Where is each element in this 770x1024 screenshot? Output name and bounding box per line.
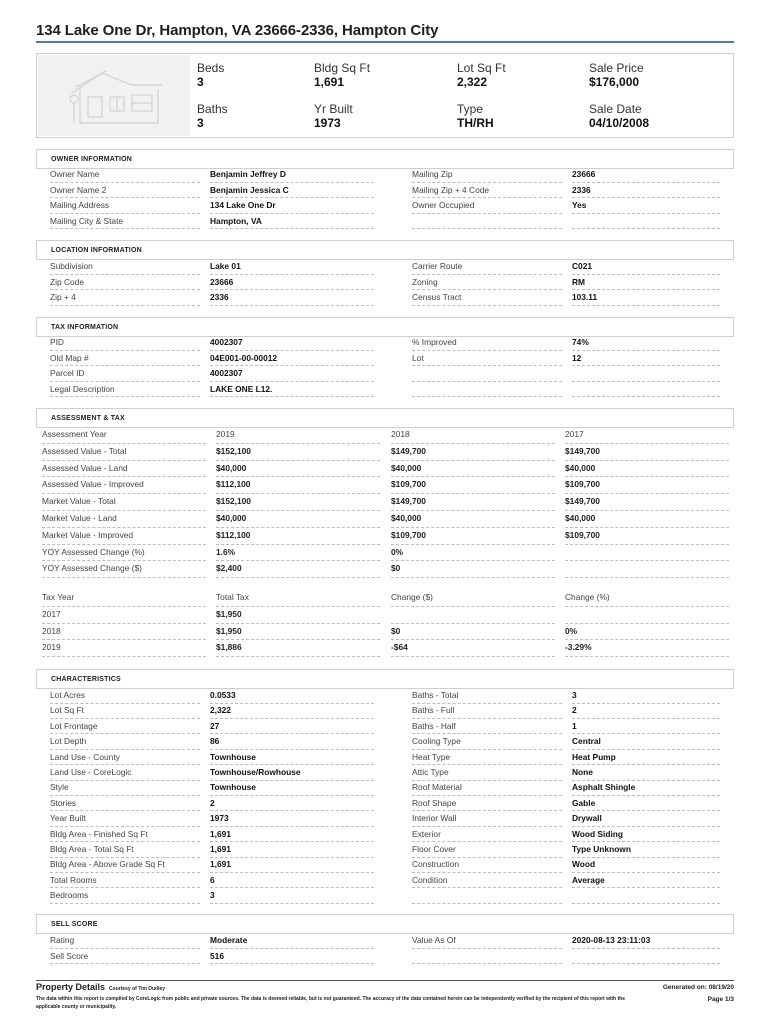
- summary-stat: [589, 61, 644, 90]
- page-title: 134 Lake One Dr, Hampton, VA 23666-2336, Hampton City: [36, 22, 439, 39]
- field-label: Bldg Area - Above Grade Sq Ft: [50, 857, 200, 873]
- section-location-heading: LOCATION INFORMATION: [36, 240, 734, 260]
- field-value: Market Value - Improved: [42, 528, 206, 545]
- field-value: [572, 888, 720, 904]
- summary-stat: [314, 61, 370, 90]
- field-value: 23666: [210, 275, 374, 291]
- field-value: YOY Assessed Change (%): [42, 545, 206, 562]
- field-value: Hampton, VA: [210, 214, 374, 230]
- field-label: Exterior: [412, 827, 562, 843]
- field-label: Style: [50, 780, 200, 796]
- field-value: 2: [210, 796, 374, 812]
- table-row: [36, 873, 734, 889]
- table-row: [36, 528, 734, 545]
- table-row: [36, 796, 734, 812]
- field-value: [572, 366, 720, 382]
- field-label: Bldg Area - Finished Sq Ft: [50, 827, 200, 843]
- field-label: [412, 382, 562, 398]
- table-row: [36, 780, 734, 796]
- field-label: [412, 949, 562, 965]
- summary-stat-value: 3: [197, 75, 204, 89]
- field-value: $40,000: [391, 511, 555, 528]
- field-value: 27: [210, 719, 374, 735]
- field-label: Year Built: [50, 811, 200, 827]
- field-label: Cooling Type: [412, 734, 562, 750]
- table-row: [36, 259, 734, 275]
- field-value: $149,700: [565, 444, 729, 461]
- field-value: 1: [572, 719, 720, 735]
- field-value: 2017: [42, 607, 206, 624]
- summary-stat: [314, 102, 353, 131]
- field-value: 2,322: [210, 703, 374, 719]
- field-value: $109,700: [565, 528, 729, 545]
- summary-stat-value: 1,691: [314, 75, 345, 89]
- table-row: [36, 607, 734, 624]
- footer-divider: [36, 980, 734, 981]
- field-label: Sell Score: [50, 949, 200, 965]
- house-photo-placeholder: [38, 55, 190, 136]
- field-value: [572, 382, 720, 398]
- summary-stat-label: Beds: [197, 61, 225, 75]
- field-value: 2020-08-13 23:11:03: [572, 933, 720, 949]
- field-label: [412, 366, 562, 382]
- table-row: [36, 811, 734, 827]
- field-value: Assessment Year: [42, 427, 206, 444]
- field-value: 1.6%: [216, 545, 380, 562]
- field-value: Central: [572, 734, 720, 750]
- table-row: [36, 827, 734, 843]
- table-row: [36, 949, 734, 965]
- field-label: Land Use - CoreLogic: [50, 765, 200, 781]
- field-value: Assessed Value - Total: [42, 444, 206, 461]
- field-value: LAKE ONE L12.: [210, 382, 374, 398]
- table-row: [36, 640, 734, 657]
- field-value: 134 Lake One Dr: [210, 198, 374, 214]
- field-value: Total Tax: [216, 590, 380, 607]
- field-value: Heat Pump: [572, 750, 720, 766]
- field-value: Drywall: [572, 811, 720, 827]
- summary-stat-label: Baths: [197, 102, 228, 116]
- field-label: Mailing Zip + 4 Code: [412, 183, 562, 199]
- field-value: Wood Siding: [572, 827, 720, 843]
- field-value: $149,700: [565, 494, 729, 511]
- field-value: 0.0533: [210, 688, 374, 704]
- field-value: $1,950: [216, 607, 380, 624]
- table-row: [36, 366, 734, 382]
- field-label: Rating: [50, 933, 200, 949]
- field-label: Value As Of: [412, 933, 562, 949]
- table-row: [36, 290, 734, 306]
- field-value: $40,000: [565, 461, 729, 478]
- section-tax-heading: TAX INFORMATION: [36, 317, 734, 337]
- table-row: [36, 590, 734, 607]
- summary-stat-value: 2,322: [457, 75, 488, 89]
- footer-generated: Generated on: 08/19/20: [662, 984, 734, 991]
- field-value: 6: [210, 873, 374, 889]
- table-row: [36, 427, 734, 444]
- summary-stat-label: Lot Sq Ft: [457, 61, 506, 75]
- field-value: $40,000: [216, 461, 380, 478]
- table-row: [36, 198, 734, 214]
- field-value: Benjamin Jeffrey D: [210, 167, 374, 183]
- field-value: 2018: [42, 624, 206, 641]
- table-row: [36, 351, 734, 367]
- field-label: Construction: [412, 857, 562, 873]
- field-value: $40,000: [391, 461, 555, 478]
- table-row: [36, 734, 734, 750]
- field-value: [572, 214, 720, 230]
- field-value: Asphalt Shingle: [572, 780, 720, 796]
- field-value: 2336: [210, 290, 374, 306]
- summary-stat: [197, 61, 224, 90]
- field-label: Bedrooms: [50, 888, 200, 904]
- table-row: [36, 688, 734, 704]
- field-label: Lot: [412, 351, 562, 367]
- field-label: Stories: [50, 796, 200, 812]
- field-label: Mailing Address: [50, 198, 200, 214]
- field-label: Subdivision: [50, 259, 200, 275]
- field-label: Lot Sq Ft: [50, 703, 200, 719]
- table-row: [36, 461, 734, 478]
- field-label: Total Rooms: [50, 873, 200, 889]
- field-label: Roof Material: [412, 780, 562, 796]
- field-label: Parcel ID: [50, 366, 200, 382]
- field-value: YOY Assessed Change ($): [42, 561, 206, 578]
- field-label: Lot Depth: [50, 734, 200, 750]
- field-label: Roof Shape: [412, 796, 562, 812]
- field-label: [412, 214, 562, 230]
- field-value: [565, 607, 729, 624]
- summary-stat-label: Yr Built: [314, 102, 353, 116]
- field-label: Zoning: [412, 275, 562, 291]
- table-row: [36, 275, 734, 291]
- summary-stat: [589, 102, 649, 131]
- field-label: PID: [50, 335, 200, 351]
- field-value: $1,950: [216, 624, 380, 641]
- field-value: Type Unknown: [572, 842, 720, 858]
- summary-stat-label: Bldg Sq Ft: [314, 61, 371, 75]
- table-row: [36, 511, 734, 528]
- field-value: 12: [572, 351, 720, 367]
- field-value: $40,000: [216, 511, 380, 528]
- table-row: [36, 545, 734, 562]
- table-row: [36, 494, 734, 511]
- field-value: 103.11: [572, 290, 720, 306]
- field-value: 3: [572, 688, 720, 704]
- field-label: Mailing Zip: [412, 167, 562, 183]
- field-value: $152,100: [216, 494, 380, 511]
- summary-stat: [197, 102, 228, 131]
- field-value: 74%: [572, 335, 720, 351]
- section-sell-score-heading: SELL SCORE: [36, 914, 734, 934]
- field-label: Zip Code: [50, 275, 200, 291]
- table-row: [36, 857, 734, 873]
- field-label: Legal Description: [50, 382, 200, 398]
- section-owner-heading: OWNER INFORMATION: [36, 149, 734, 169]
- section-characteristics-heading: CHARACTERISTICS: [36, 669, 734, 689]
- title-divider: [36, 41, 734, 43]
- field-value: [565, 561, 729, 578]
- field-value: 516: [210, 949, 374, 965]
- table-row: [36, 477, 734, 494]
- field-label: Heat Type: [412, 750, 562, 766]
- page-number: Page 1/3: [707, 996, 734, 1003]
- field-value: None: [572, 765, 720, 781]
- field-value: $112,100: [216, 477, 380, 494]
- table-row: [36, 561, 734, 578]
- field-label: Owner Name: [50, 167, 200, 183]
- field-value: 86: [210, 734, 374, 750]
- field-label: Attic Type: [412, 765, 562, 781]
- summary-stat-label: Sale Price: [589, 61, 644, 75]
- field-value: Lake 01: [210, 259, 374, 275]
- field-value: Change ($): [391, 590, 555, 607]
- table-row: [36, 167, 734, 183]
- field-value: Gable: [572, 796, 720, 812]
- table-row: [36, 842, 734, 858]
- field-value: 2019: [42, 640, 206, 657]
- field-label: Baths - Full: [412, 703, 562, 719]
- field-value: 0%: [565, 624, 729, 641]
- summary-stat-value: 04/10/2008: [589, 116, 650, 130]
- table-row: [36, 933, 734, 949]
- field-value: Assessed Value - Land: [42, 461, 206, 478]
- field-value: C021: [572, 259, 720, 275]
- field-label: Census Tract: [412, 290, 562, 306]
- field-label: Lot Frontage: [50, 719, 200, 735]
- field-label: Baths - Half: [412, 719, 562, 735]
- field-value: Townhouse: [210, 750, 374, 766]
- table-row: [36, 382, 734, 398]
- field-value: Tax Year: [42, 590, 206, 607]
- footer-disclaimer: The data within this report is compiled by CoreLogic from public and private sources. The data is deemed reliable, but is not guaranteed. The accuracy of the data contained herein can be independently verified by the recipient of this report with the applicable county or municipality.: [36, 996, 626, 1010]
- field-value: Townhouse: [210, 780, 374, 796]
- field-value: Change (%): [565, 590, 729, 607]
- field-label: Land Use - County: [50, 750, 200, 766]
- field-label: Bldg Area - Total Sq Ft: [50, 842, 200, 858]
- field-value: 2: [572, 703, 720, 719]
- field-label: Lot Acres: [50, 688, 200, 704]
- field-value: $40,000: [565, 511, 729, 528]
- summary-stat-label: Sale Date: [589, 102, 642, 116]
- field-label: Baths - Total: [412, 688, 562, 704]
- field-value: Moderate: [210, 933, 374, 949]
- field-value: $112,100: [216, 528, 380, 545]
- field-value: $0: [391, 624, 555, 641]
- footer-courtesy: Courtesy of Tim Dudley: [109, 986, 166, 992]
- table-row: [36, 444, 734, 461]
- summary-stat-value: $176,000: [589, 75, 640, 89]
- field-label: Condition: [412, 873, 562, 889]
- table-row: [36, 335, 734, 351]
- summary-stat: [457, 61, 506, 90]
- summary-stat-value: TH/RH: [457, 116, 494, 130]
- field-value: -$64: [391, 640, 555, 657]
- table-row: [36, 703, 734, 719]
- table-row: [36, 214, 734, 230]
- field-value: $1,886: [216, 640, 380, 657]
- field-value: $2,400: [216, 561, 380, 578]
- field-value: -3.29%: [565, 640, 729, 657]
- footer-title: Property Details Courtesy of Tim Dudley: [36, 982, 166, 992]
- field-value: Wood: [572, 857, 720, 873]
- field-label: Owner Occupied: [412, 198, 562, 214]
- section-assessment-heading: ASSESSMENT & TAX: [36, 408, 734, 428]
- field-value: $0: [391, 561, 555, 578]
- field-value: $149,700: [391, 494, 555, 511]
- table-row: [36, 719, 734, 735]
- field-value: 1,691: [210, 827, 374, 843]
- summary-stat-label: Type: [457, 102, 484, 116]
- field-value: 0%: [391, 545, 555, 562]
- field-value: 2017: [565, 427, 729, 444]
- field-value: Townhouse/Rowhouse: [210, 765, 374, 781]
- field-value: $109,700: [391, 528, 555, 545]
- table-row: [36, 750, 734, 766]
- field-value: 04E001-00-00012: [210, 351, 374, 367]
- field-value: 2018: [391, 427, 555, 444]
- field-value: Assessed Value - Improved: [42, 477, 206, 494]
- field-value: Average: [572, 873, 720, 889]
- house-icon: [66, 67, 166, 125]
- summary-stat-value: 1973: [314, 116, 341, 130]
- table-row: [36, 765, 734, 781]
- field-label: Interior Wall: [412, 811, 562, 827]
- field-label: Mailing City & State: [50, 214, 200, 230]
- field-label: Old Map #: [50, 351, 200, 367]
- field-value: $152,100: [216, 444, 380, 461]
- field-value: RM: [572, 275, 720, 291]
- field-value: [565, 545, 729, 562]
- field-value: 1,691: [210, 857, 374, 873]
- field-value: [391, 607, 555, 624]
- field-value: Market Value - Total: [42, 494, 206, 511]
- field-value: 4002307: [210, 335, 374, 351]
- field-value: 2336: [572, 183, 720, 199]
- field-value: $109,700: [391, 477, 555, 494]
- field-value: $109,700: [565, 477, 729, 494]
- field-value: Yes: [572, 198, 720, 214]
- field-label: Floor Cover: [412, 842, 562, 858]
- field-value: 23666: [572, 167, 720, 183]
- field-value: 3: [210, 888, 374, 904]
- field-value: Benjamin Jessica C: [210, 183, 374, 199]
- field-label: % Improved: [412, 335, 562, 351]
- field-value: Market Value - Land: [42, 511, 206, 528]
- field-value: 1973: [210, 811, 374, 827]
- field-value: $149,700: [391, 444, 555, 461]
- summary-stat: [457, 102, 494, 131]
- field-value: [572, 949, 720, 965]
- field-label: [412, 888, 562, 904]
- field-label: Carrier Route: [412, 259, 562, 275]
- summary-stat-value: 3: [197, 116, 204, 130]
- table-row: [36, 624, 734, 641]
- field-value: 2019: [216, 427, 380, 444]
- table-row: [36, 183, 734, 199]
- field-label: Zip + 4: [50, 290, 200, 306]
- field-label: Owner Name 2: [50, 183, 200, 199]
- table-row: [36, 888, 734, 904]
- field-value: 1,691: [210, 842, 374, 858]
- property-summary: [36, 53, 734, 138]
- field-value: 4002307: [210, 366, 374, 382]
